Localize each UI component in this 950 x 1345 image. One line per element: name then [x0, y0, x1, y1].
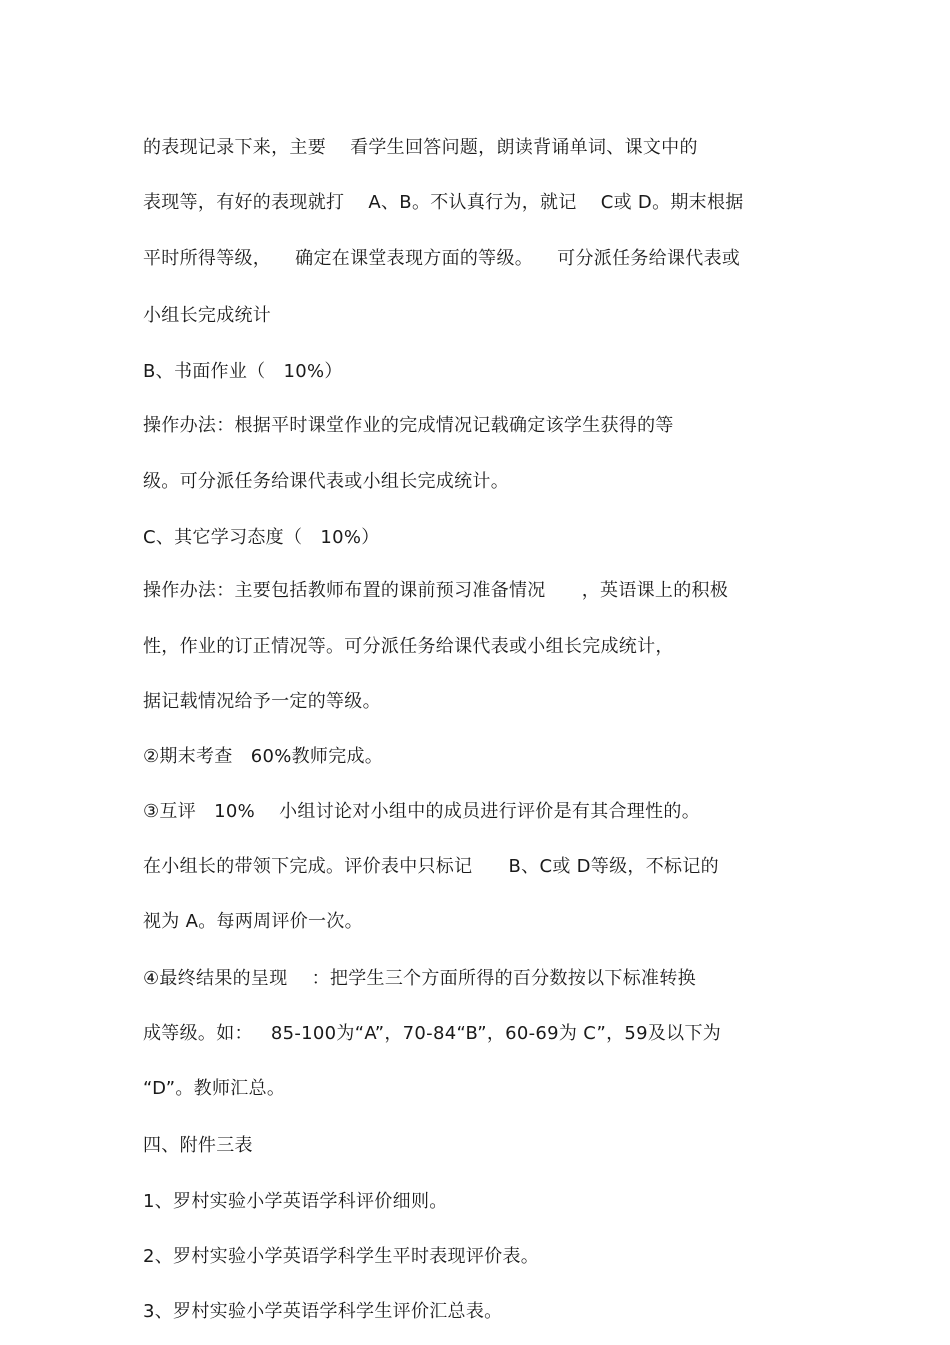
section-heading: ③互评 10% 小组讨论对小组中的成员进行评价是有其合理性的。 [143, 801, 700, 822]
text-line: 的表现记录下来，主要 看学生回答问题，朗读背诵单词、课文中的 [143, 137, 698, 158]
section-heading: C、其它学习态度（ 10%） [143, 527, 380, 548]
text-line: 表现等，有好的表现就打 A、B。不认真行为，就记 C或 D。期末根据 [143, 192, 744, 213]
text-line: 在小组长的带领下完成。评价表中只标记 B、C或 D等级，不标记的 [143, 856, 719, 877]
text-line: 操作办法：主要包括教师布置的课前预习准备情况 ，英语课上的积极 [143, 580, 729, 601]
text-line: 性，作业的订正情况等。可分派任务给课代表或小组长完成统计， [143, 636, 674, 657]
list-item: 2、罗村实验小学英语学科学生平时表现评价表。 [143, 1246, 540, 1267]
section-heading: ②期末考查 60%教师完成。 [143, 746, 384, 767]
text-line: 操作办法：根据平时课堂作业的完成情况记载确定该学生获得的等 [143, 415, 674, 436]
list-item: 1、罗村实验小学英语学科评价细则。 [143, 1191, 448, 1212]
text-line: 据记载情况给予一定的等级。 [143, 691, 381, 712]
text-line: 成等级。如： 85-100为“A”，70-84“B”，60-69为 C”，59及以下为 [143, 1023, 722, 1044]
text-line: 小组长完成统计 [143, 305, 272, 326]
list-item: 3、罗村实验小学英语学科学生评价汇总表。 [143, 1301, 503, 1322]
text-line: 视为 A。每两周评价一次。 [143, 911, 363, 932]
text-line: 级。可分派任务给课代表或小组长完成统计。 [143, 471, 509, 492]
section-heading: ④最终结果的呈现 ：把学生三个方面所得的百分数按以下标准转换 [143, 968, 696, 989]
text-line: “D”。教师汇总。 [143, 1078, 286, 1099]
section-heading: B、书面作业（ 10%） [143, 361, 343, 382]
text-line: 平时所得等级， 确定在课堂表现方面的等级。 可分派任务给课代表或 [143, 248, 741, 269]
section-heading: 四、附件三表 [143, 1135, 253, 1156]
